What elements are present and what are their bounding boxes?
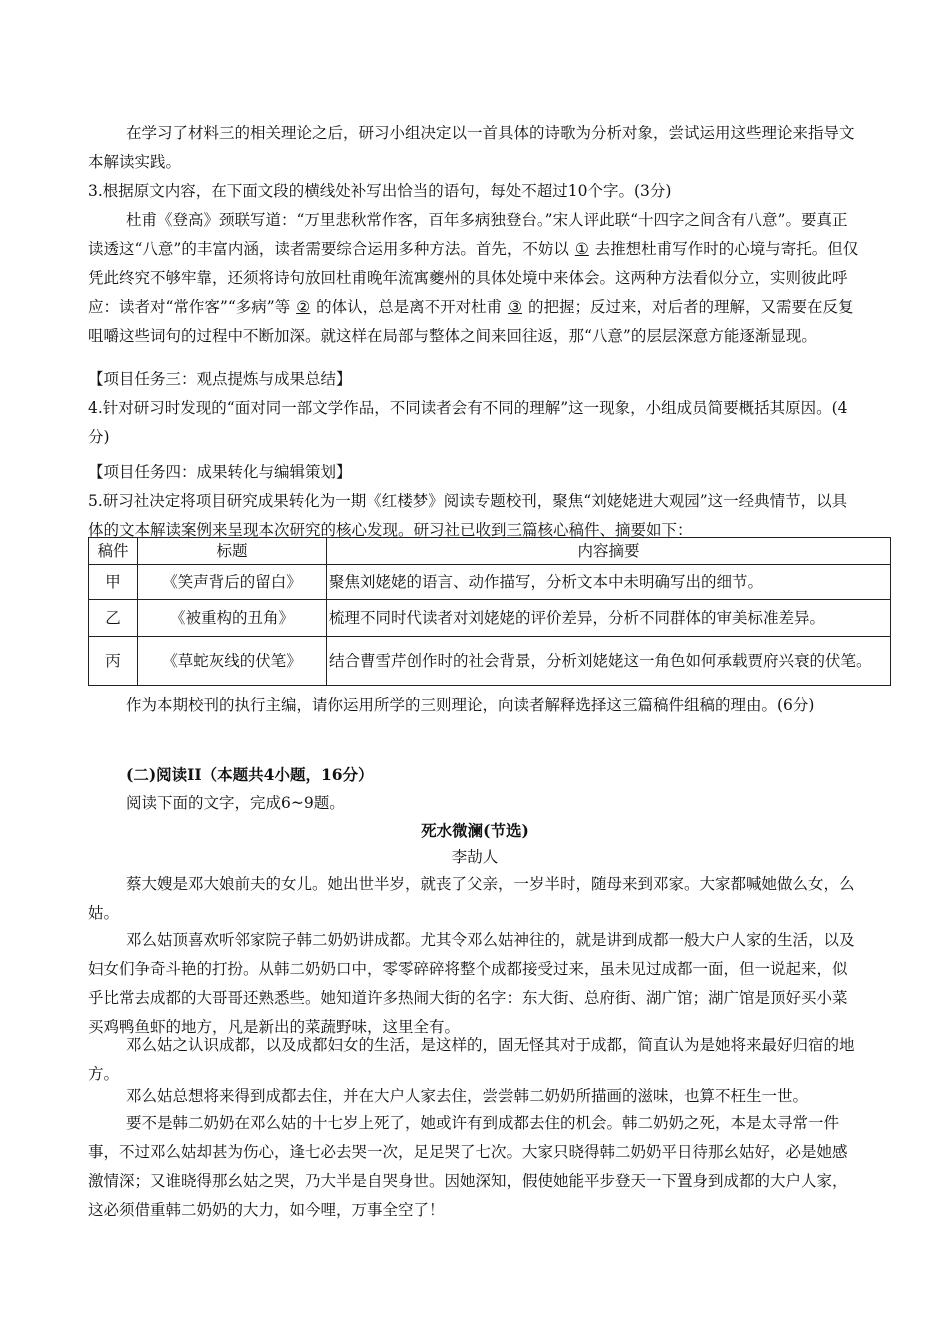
question-3-prompt: 3.根据原文内容，在下面文段的横线处补写出恰当的语句，每处不超过10个字。(3分) bbox=[88, 182, 672, 200]
blank-3: ③ bbox=[508, 298, 523, 316]
task-3-heading: 【项目任务三：观点提炼与成果总结】 bbox=[88, 370, 352, 388]
row-2-title: 《被重构的丑角》 bbox=[138, 600, 327, 637]
row-3-id: 丙 bbox=[89, 637, 138, 686]
row-3-title: 《草蛇灰线的伏笔》 bbox=[138, 637, 327, 686]
section-2-heading: (二)阅读II（本题共4小题，16分） bbox=[126, 765, 374, 784]
header-title: 标题 bbox=[138, 538, 327, 565]
table-row bbox=[89, 637, 891, 686]
table-row bbox=[89, 565, 891, 600]
article-title: 死水微澜(节选) bbox=[421, 821, 529, 840]
table-row bbox=[89, 600, 891, 637]
intro-paragraph: 在学习了材料三的相关理论之后，研习小组决定以一首具体的诗歌为分析对象，尝试运用这些理论来指导文本解读实践。 bbox=[88, 124, 855, 171]
table-header-row bbox=[89, 538, 891, 565]
header-summary: 内容摘要 bbox=[327, 538, 891, 565]
manuscript-table bbox=[88, 537, 891, 686]
section-2-instruction: 阅读下面的文字，完成6~9题。 bbox=[126, 794, 345, 812]
blank-2: ② bbox=[296, 298, 311, 316]
row-1-id: 甲 bbox=[89, 565, 138, 600]
row-2-id: 乙 bbox=[89, 600, 138, 637]
article-paragraph-4: 邓么姑总想将来得到成都去住，并在大户人家去住，尝尝韩二奶奶所描画的滋味，也算不枉生一世。 bbox=[126, 1087, 809, 1105]
question-4: 4.针对研习时发现的“面对同一部文学作品，不同读者会有不同的理解”这一现象，小组成员简要概括其原因。(4分) bbox=[88, 399, 848, 446]
blank-1: ① bbox=[574, 240, 589, 258]
row-1-summary: 聚焦刘姥姥的语言、动作描写，分析文本中未明确写出的细节。 bbox=[327, 565, 891, 600]
article-paragraph-3: 邓么姑之认识成都，以及成都妇女的生活，是这样的，固无怪其对于成都，简直认为是她将来最好归宿的地方。 bbox=[88, 1036, 855, 1083]
row-2-summary: 梳理不同时代读者对刘姥姥的评价差异，分析不同群体的审美标准差异。 bbox=[327, 600, 891, 637]
article-paragraph-5: 要不是韩二奶奶在邓么姑的十七岁上死了，她或许有到成都去住的机会。韩二奶奶之死，本是太寻常一件事，不过邓么姑却甚为伤心，逢七必去哭一次，足足哭了七次。大家只晓得韩二奶奶平日待那幺姑好，必是她感激情深；又谁晓得那幺姑之哭，乃大半是自哭身世。因她深知，假使她能平步登天一下置身到成都的大户人家，这必须借重韩二奶奶的大力，如今哩，万事全空了！ bbox=[88, 1114, 848, 1219]
article-author: 李劼人 bbox=[451, 848, 499, 866]
passage-text-1: 杜甫《登高》颈联写道：“万里悲秋常作客，百年多病独登台。”宋人评此联“十四字之间含有八意”。要真正读透这“八意”的丰富内涵，读者需要综合运用多种方法。首先，不妨以 bbox=[88, 211, 848, 258]
passage-text-4: 的把握；反过来，对后者的理解，又需要在反复咀嚼这些词句的过程中不断加深。就这样在局部与整体之间来回往返，那“八意”的层层深意方能逐渐显现。 bbox=[88, 298, 854, 345]
header-manuscript: 稿件 bbox=[89, 538, 138, 565]
question-3-passage bbox=[88, 206, 862, 351]
task-4-heading: 【项目任务四：成果转化与编辑策划】 bbox=[88, 463, 352, 481]
question-5: 5.研习社决定将项目研究成果转化为一期《红楼梦》阅读专题校刊，聚焦“刘姥姥进大观园”这一经典情节，以具体的文本解读案例来呈现本次研究的核心发现。研习社已收到三篇核心稿件、摘要如下： bbox=[88, 492, 848, 539]
article-paragraph-1: 蔡大嫂是邓大娘前夫的女儿。她出世半岁，就丧了父亲，一岁半时，随母来到邓家。大家都喊她做么女，么姑。 bbox=[88, 875, 855, 922]
passage-text-3: 的体认，总是离不开对杜甫 bbox=[316, 298, 503, 316]
question-5-tail: 作为本期校刊的执行主编，请你运用所学的三则理论，向读者解释选择这三篇稿件组稿的理由。(6分) bbox=[126, 696, 815, 714]
row-1-title: 《笑声背后的留白》 bbox=[138, 565, 327, 600]
passage-text-2: 去推想杜甫写作时的心境与寄托。但仅凭此终究不够牢靠，还须将诗句放回杜甫晚年流寓夔州的具体处境中来体会。这两种方法看似分立，实则彼此呼应：读者对“常作客”“多病”等 bbox=[88, 240, 859, 316]
row-3-summary: 结合曹雪芹创作时的社会背景，分析刘姥姥这一角色如何承载贾府兴衰的伏笔。 bbox=[327, 637, 891, 686]
article-paragraph-2: 邓么姑顶喜欢听邻家院子韩二奶奶讲成都。尤其令邓么姑神往的，就是讲到成都一般大户人家的生活，以及妇女们争奇斗艳的打扮。从韩二奶奶口中，零零碎碎将整个成都接受过来，虽未见过成都一面，但一说起来，似乎比常去成都的大哥哥还熟悉些。她知道许多热闹大街的名字：东大街、总府街、湖广馆；湖广馆是顶好买小菜买鸡鸭鱼虾的地方，凡是新出的菜蔬野味，这里全有。 bbox=[88, 931, 855, 1036]
